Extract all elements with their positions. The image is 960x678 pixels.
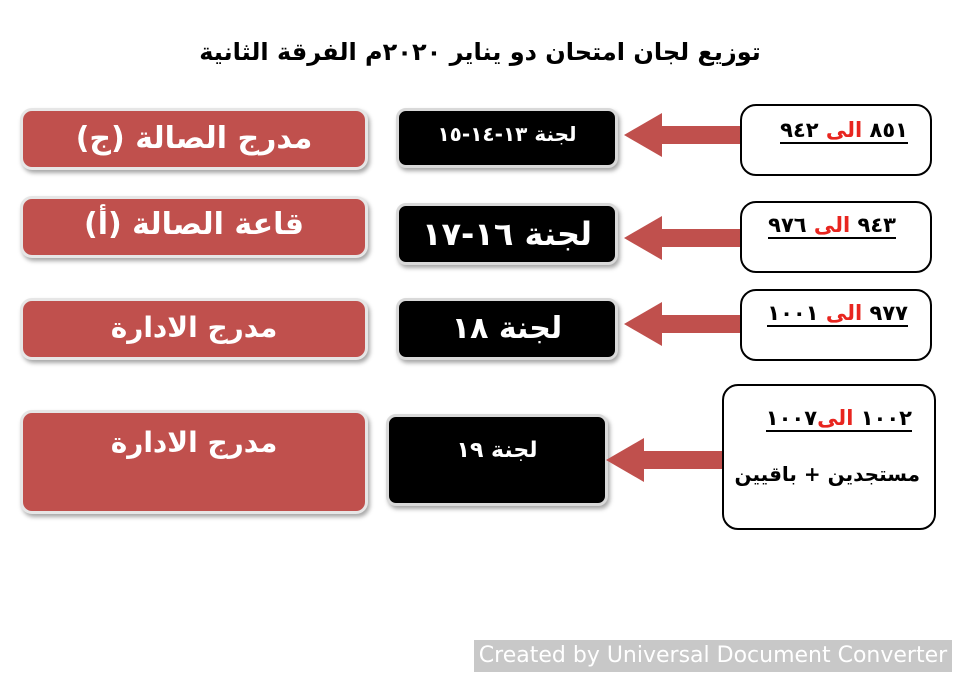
range-box [722,384,936,530]
range-to: ١٠٠١ [767,301,819,325]
range-to: ٩٤٢ [780,118,819,142]
arrow-left-icon [624,214,744,264]
committee-box [396,298,618,360]
committee-label: لجنة ١٣-١٤-١٥ [437,122,577,146]
hall-label: قاعة الصالة (أ) [83,207,305,242]
range-to-word: الى [825,118,863,142]
hall-box [20,410,368,514]
watermark: Created by Universal Document Converter [474,640,952,672]
range-from: ٨٥١ [869,118,908,142]
range-to: ١٠٠٧ [765,406,818,430]
range-to: ٩٧٦ [768,213,807,237]
committee-label: لجنة ١٩ [456,438,538,463]
hall-label: مدرج الادارة [110,311,278,344]
hall-box [20,298,368,360]
hall-label: مدرج الصالة (ج) [75,121,313,156]
range-to-word: الى [813,213,851,237]
arrow-left-icon [624,111,744,161]
range-from: ٩٤٣ [857,213,896,237]
range-to-word: الى [817,406,854,430]
committee-box [396,108,618,168]
range-from: ٩٧٧ [869,301,908,325]
range-from: ١٠٠٢ [860,406,912,430]
hall-box [20,196,368,258]
committee-box [386,414,608,506]
range-line [768,213,896,239]
range-box [740,201,932,273]
committee-label: لجنة ١٦-١٧ [421,215,593,253]
range-line [766,406,912,432]
committee-label: لجنة ١٨ [451,311,563,346]
arrow-left-icon [606,436,726,486]
hall-label: مدرج الادارة [110,426,278,459]
range-box [740,104,932,176]
range-to-word: الى [825,301,863,325]
hall-box [20,108,368,170]
page-title: توزيع لجان امتحان دو يناير ٢٠٢٠م الفرقة الثانية [199,38,761,66]
range-line [780,118,908,144]
range-line [767,301,908,327]
arrow-left-icon [624,300,744,350]
committee-box [396,203,618,265]
range-note: مستجدين + باقيين [734,462,920,486]
range-box [740,289,932,361]
